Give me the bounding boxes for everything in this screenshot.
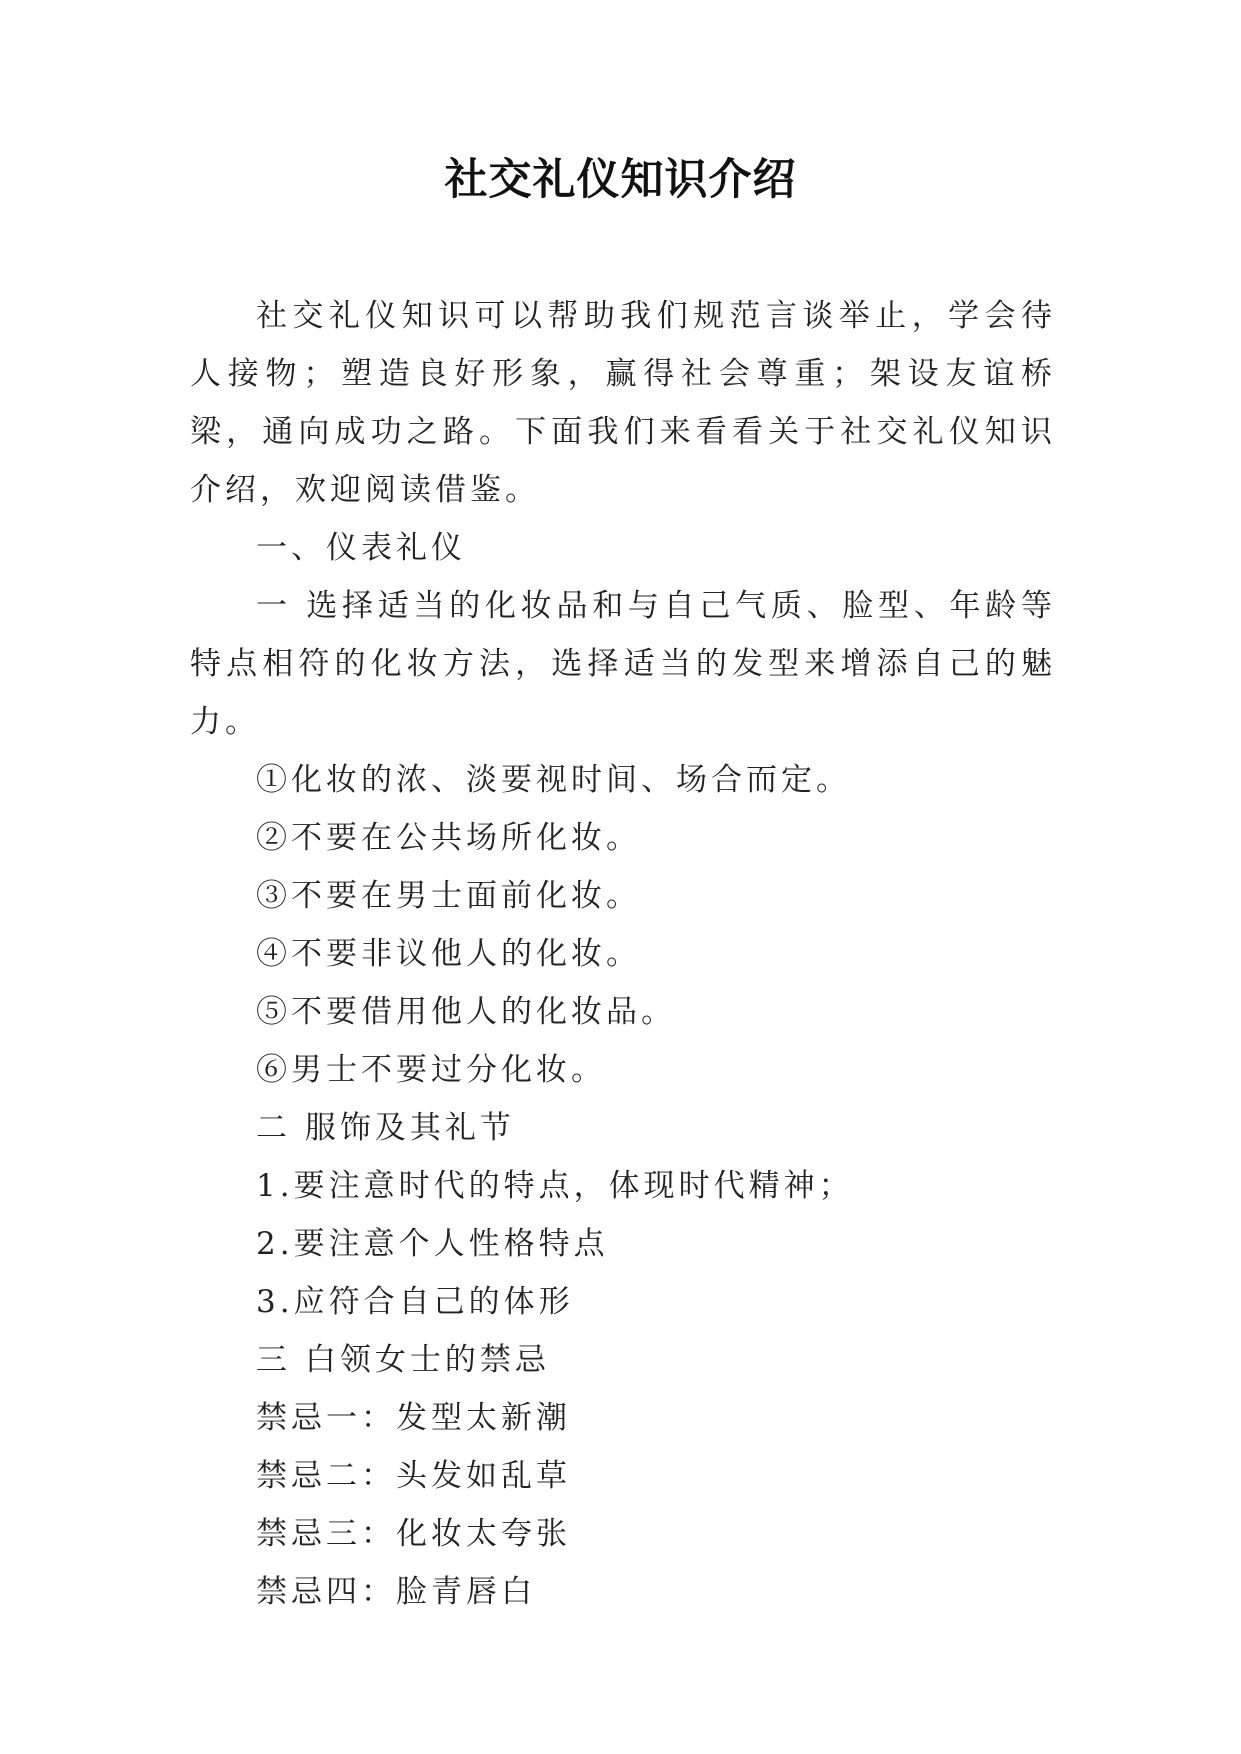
list-item: 禁忌二：头发如乱草 bbox=[256, 1458, 571, 1494]
list-item: 3.应符合自己的体形 bbox=[256, 1284, 574, 1320]
list-item: ⑥男士不要过分化妆。 bbox=[256, 1052, 606, 1088]
list-item: 禁忌一：发型太新潮 bbox=[256, 1400, 571, 1436]
appearance-point: 一 选择适当的化妆品和与自己气质、脸型、年龄等特点相符的化妆方法，选择适当的发型来增添自己的魅力。 bbox=[190, 588, 1056, 740]
section-heading-clothing: 二 服饰及其礼节 bbox=[256, 1110, 515, 1146]
list-item: 禁忌三：化妆太夸张 bbox=[256, 1516, 571, 1552]
intro-paragraph: 社交礼仪知识可以帮助我们规范言谈举止，学会待人接物；塑造良好形象，赢得社会尊重；架设友谊桥梁，通向成功之路。下面我们来看看关于社交礼仪知识介绍，欢迎阅读借鉴。 bbox=[190, 298, 1056, 508]
section-heading-appearance: 一、仪表礼仪 bbox=[256, 530, 466, 566]
list-item: ②不要在公共场所化妆。 bbox=[256, 820, 641, 856]
document-title: 社交礼仪知识介绍 bbox=[444, 155, 797, 205]
list-item: ⑤不要借用他人的化妆品。 bbox=[256, 994, 676, 1030]
document-body bbox=[190, 287, 1056, 1621]
list-item: ①化妆的浓、淡要视时间、场合而定。 bbox=[256, 762, 851, 798]
list-item: ④不要非议他人的化妆。 bbox=[256, 936, 641, 972]
list-item: ③不要在男士面前化妆。 bbox=[256, 878, 641, 914]
list-item: 禁忌四：脸青唇白 bbox=[256, 1574, 536, 1610]
list-item: 2.要注意个人性格特点 bbox=[256, 1226, 609, 1262]
list-item: 1.要注意时代的特点，体现时代精神； bbox=[256, 1168, 854, 1204]
section-heading-taboos: 三 白领女士的禁忌 bbox=[256, 1342, 550, 1378]
